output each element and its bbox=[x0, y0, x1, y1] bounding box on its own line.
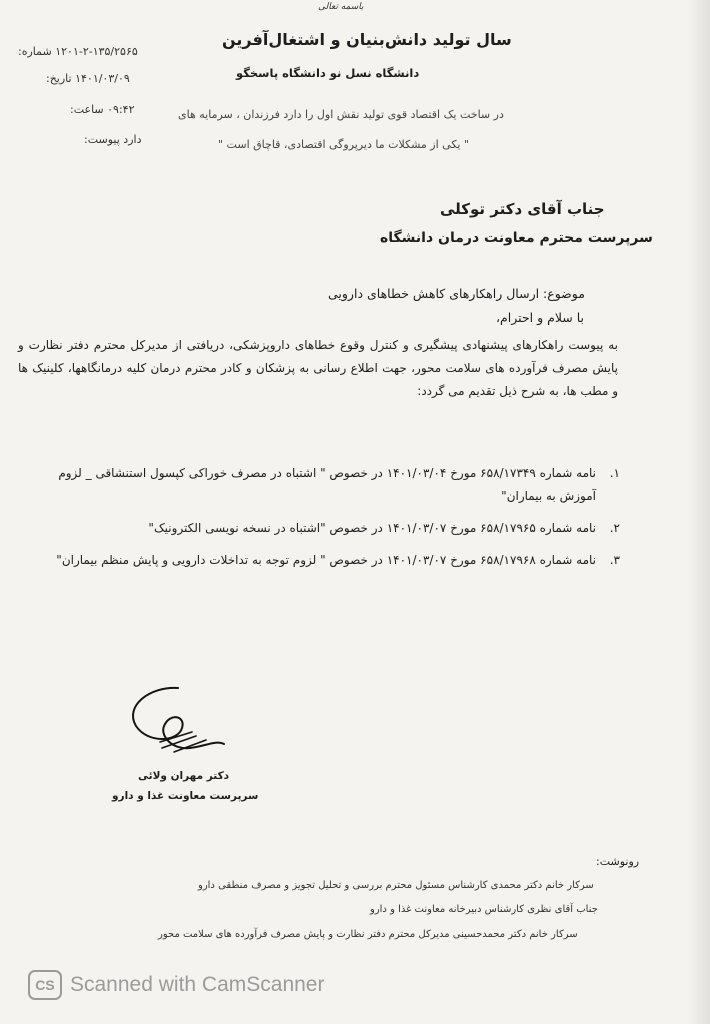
list-item-number: ۲. bbox=[609, 521, 620, 535]
letter-time-label: ساعت: bbox=[70, 103, 104, 116]
copy-recipient-line: جناب آقای نظری کارشناس دبیرخانه معاونت غذا و دارو bbox=[370, 904, 598, 915]
recipient-role: سرپرست محترم معاونت درمان دانشگاه bbox=[380, 230, 653, 246]
letter-date bbox=[46, 72, 134, 85]
camscanner-text: Scanned with CamScanner bbox=[70, 973, 325, 996]
list-item-number: ۳. bbox=[609, 553, 620, 567]
copy-recipient-line: سرکار خانم دکتر محمدی کارشناس مسئول محترم بررسی و تحلیل تجویز و مصرف منطقی دارو bbox=[198, 880, 594, 891]
letter-attachment-label: پیوست: bbox=[84, 133, 120, 146]
letter-attachment bbox=[84, 133, 145, 146]
list-item-number: ۱. bbox=[609, 466, 620, 480]
letter-date-value: ۱۴۰۱/۰۳/۰۹ bbox=[75, 72, 130, 85]
recipient-name: جناب آقای دکتر توکلی bbox=[440, 200, 605, 218]
letter-number bbox=[18, 45, 142, 58]
camscanner-logo-icon: CS bbox=[28, 970, 62, 1000]
letter-salutation: با سلام و احترام، bbox=[496, 310, 585, 325]
handwritten-signature bbox=[120, 682, 240, 762]
signer-role: سرپرست معاونت غذا و دارو bbox=[112, 790, 259, 802]
letter-time bbox=[70, 103, 138, 116]
bismillah-text: باسمه تعالی bbox=[318, 2, 364, 12]
list-item-text: نامه شماره ۶۵۸/۱۷۹۶۵ مورخ ۱۴۰۱/۰۳/۰۷ در خصوص "اشتباه در نسخه نویسی الکترونیک" bbox=[148, 521, 596, 535]
list-item-text: نامه شماره ۶۵۸/۱۷۹۶۸ مورخ ۱۴۰۱/۰۳/۰۷ در خصوص " لزوم توجه به تداخلات دارویی و پایش منظم بیماران" bbox=[56, 553, 596, 567]
letter-attachment-value: دارد bbox=[123, 133, 142, 146]
copy-recipient-line: سرکار خانم دکتر محمدحسینی مدیرکل محترم دفتر نظارت و پایش مصرف فرآورده های سلامت محور bbox=[158, 929, 578, 940]
list-item bbox=[20, 549, 620, 572]
letter-number-value: ۱۲۰۱-۲-۱۳۵/۲۵۶۵ bbox=[55, 45, 138, 58]
letter-number-label: شماره: bbox=[18, 45, 52, 58]
university-slogan: دانشگاه نسل نو دانشگاه پاسخگو bbox=[236, 66, 420, 80]
list-item-text: نامه شماره ۶۵۸/۱۷۳۴۹ مورخ ۱۴۰۱/۰۳/۰۴ در خصوص " اشتباه در مصرف خوراکی کپسول استنشاقی _ لزوم آموزش به بیماران" bbox=[58, 466, 596, 503]
economy-quote-line-2: " یکی از مشکلات ما دیرپروگی اقتصادی، قاچاق است " bbox=[218, 138, 470, 151]
camscanner-watermark bbox=[28, 970, 324, 1000]
copies-title: رونوشت: bbox=[596, 855, 640, 868]
list-item bbox=[20, 462, 620, 508]
letter-subject: موضوع: ارسال راهکارهای کاهش خطاهای دارویی bbox=[328, 286, 585, 301]
scan-edge-shadow bbox=[686, 0, 710, 1024]
reference-list bbox=[20, 462, 620, 581]
letter-body: به پیوست راهکارهای پیشنهادی پیشگیری و کنترل وقوع خطاهای داروپزشکی، دریافتی از مدیرکل محترم دفتر نظارت و پایش مصرف فرآورده های سلامت محور، جهت اطلاع رسانی به پزشکان و کادر محترم درمان کلیه درمانگاهها، کلینیک ها و مطب ها، به شرح ذیل تقدیم می گردد: bbox=[18, 338, 618, 398]
list-item bbox=[20, 517, 620, 540]
signer-name: دکتر مهران ولائی bbox=[138, 770, 230, 782]
letter-time-value: ۰۹:۴۲ bbox=[107, 103, 135, 116]
economy-quote-line-1: در ساخت یک اقتصاد قوی تولید نقش اول را دارد فرزندان ، سرمایه های bbox=[178, 108, 504, 121]
letter-date-label: تاریخ: bbox=[46, 72, 72, 85]
year-title: سال تولید دانش‌بنیان و اشتغال‌آفرین bbox=[222, 30, 512, 49]
